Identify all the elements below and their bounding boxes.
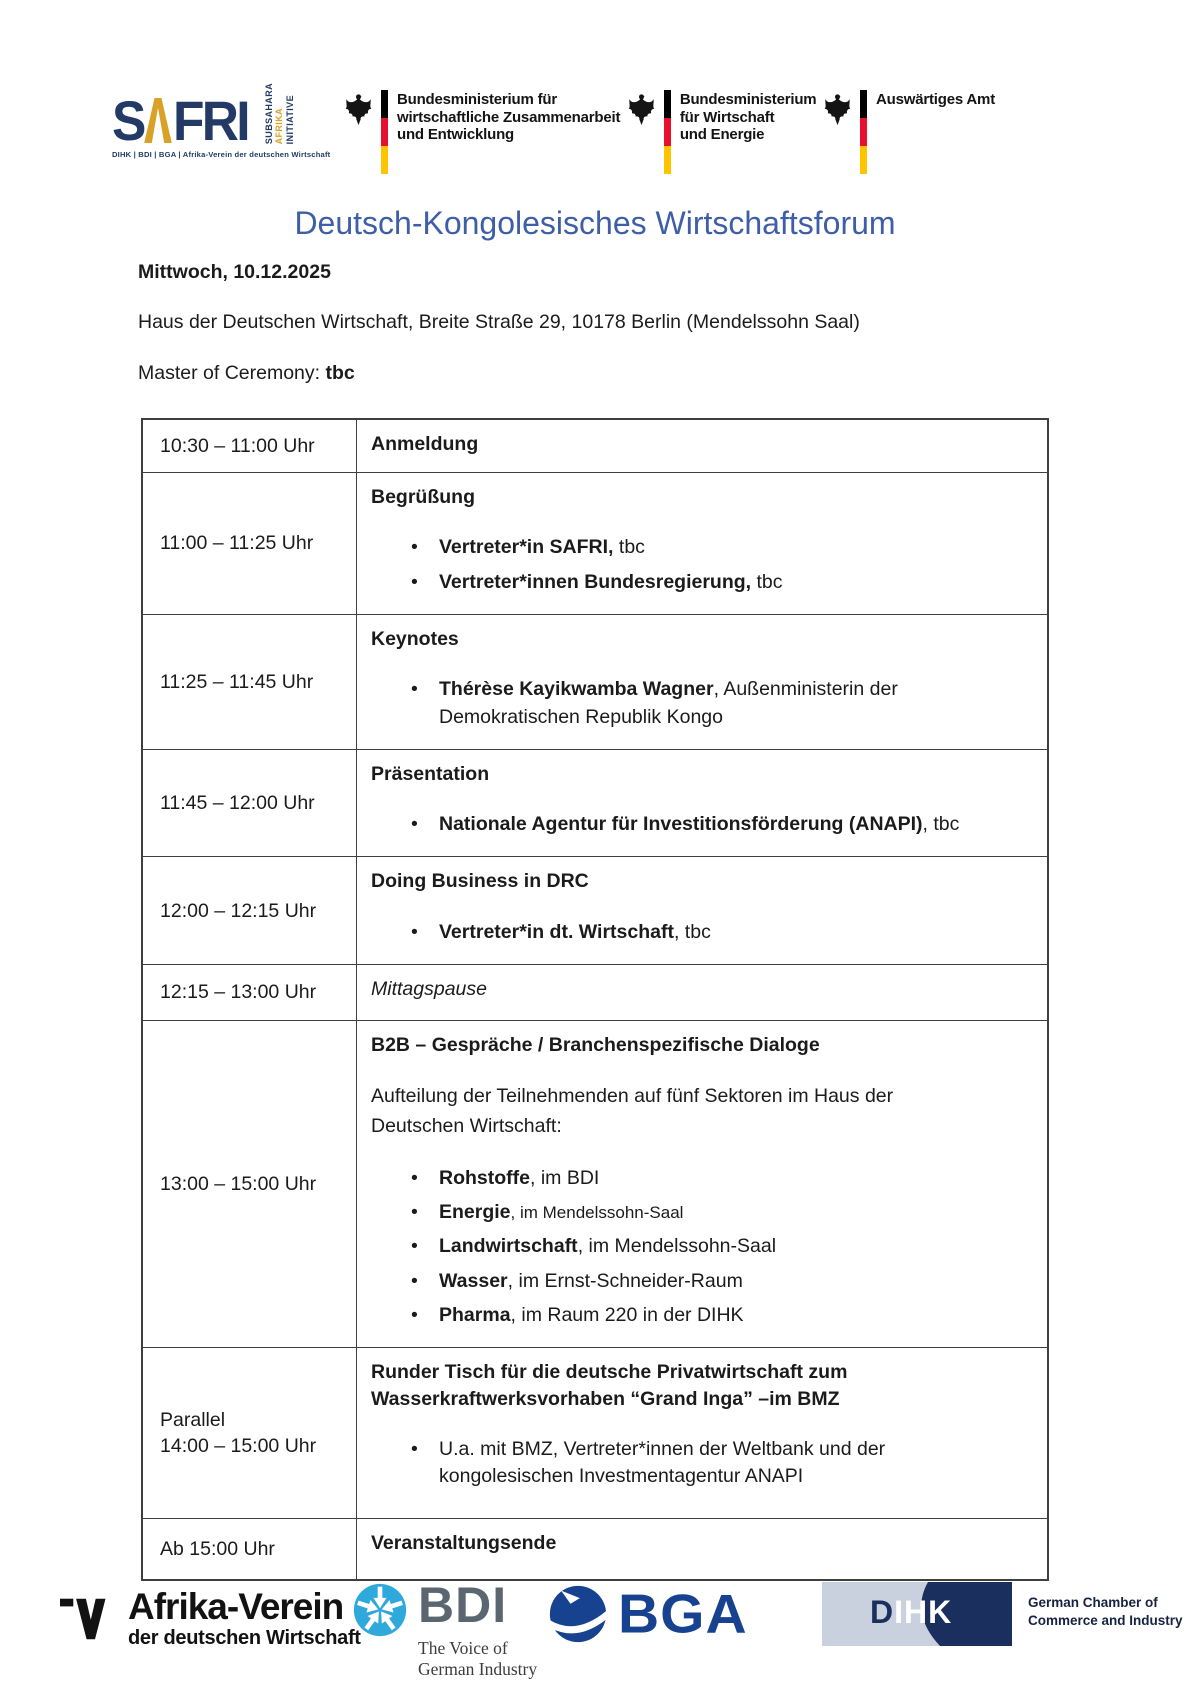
bdi-tagline — [418, 1638, 537, 1680]
ministry-logo-aa — [824, 90, 995, 174]
flag-stripe — [860, 90, 867, 174]
agenda-time-line: 10:30 – 11:00 Uhr — [160, 434, 315, 457]
bullet-dot-icon: • — [411, 920, 418, 943]
agenda-time-line: 11:25 – 11:45 Uhr — [160, 670, 314, 693]
safri-wordmark-text — [112, 89, 248, 153]
ministry-name — [876, 90, 995, 109]
page-title: Deutsch-Kongolesisches Wirtschaftsforum — [294, 205, 896, 241]
agenda-time-line: 14:00 – 15:00 Uhr — [160, 1435, 317, 1458]
blank-line — [371, 1058, 967, 1082]
bullet-rest-text: , im Raum 220 in der DIHK — [510, 1304, 744, 1327]
bullet-text — [439, 534, 645, 561]
agenda-bullet-item — [411, 1199, 967, 1226]
afrika-verein-subline: der deutschen Wirtschaft — [128, 1627, 361, 1649]
agenda-item-paragraph: Aufteilung der Teilnehmenden auf fünf Sektoren im Haus der Deutschen Wirtschaft: — [371, 1085, 894, 1137]
safri-wordmark — [112, 82, 312, 153]
federal-eagle-icon — [824, 91, 851, 126]
agenda-time-line: Ab 15:00 Uhr — [160, 1538, 275, 1561]
blank-line — [371, 787, 967, 811]
bullet-dot-icon: • — [411, 1235, 418, 1258]
bullet-strong-text: Wasser — [439, 1269, 508, 1292]
safri-vertical-word: AFRIKA — [274, 107, 285, 144]
agenda-time-line: 11:45 – 12:00 Uhr — [160, 791, 315, 814]
agenda-item-title: Veranstaltungsende — [371, 1532, 557, 1555]
agenda-item-title: Präsentation — [371, 762, 490, 785]
bullet-dot-icon: • — [411, 570, 418, 593]
bullet-text — [439, 811, 959, 838]
dihk-acronym-ihk: IHK — [894, 1594, 953, 1630]
agenda-bullet-item — [411, 676, 967, 731]
agenda-content-cell — [357, 1348, 1047, 1518]
ministry-name-line: Bundesministerium für — [397, 91, 557, 108]
bullet-strong-text: Landwirtschaft — [439, 1235, 578, 1258]
bdi-logo — [352, 1577, 538, 1680]
blank-line — [371, 895, 967, 919]
bdi-tagline-line: The Voice of — [418, 1637, 508, 1658]
dihk-box — [822, 1582, 1012, 1646]
blank-line — [371, 652, 967, 676]
agenda-row — [143, 750, 1047, 858]
bullet-dot-icon: • — [411, 1304, 418, 1327]
agenda-item-title: Anmeldung — [371, 433, 479, 455]
safri-logo — [112, 82, 331, 159]
agenda-time-cell — [143, 420, 357, 472]
dihk-tagline — [1028, 1582, 1183, 1629]
ministry-logo-bmz — [345, 90, 620, 174]
safri-letter-s: S — [112, 89, 144, 153]
ministry-logos — [345, 90, 995, 174]
agenda-bullet-item — [411, 1233, 967, 1260]
agenda-content-cell — [357, 615, 1047, 749]
dihk-acronym — [870, 1596, 952, 1628]
ministry-name-line: wirtschaftliche Zusammenarbeit — [397, 108, 621, 126]
ministry-name — [680, 90, 817, 144]
safri-subline: DIHK | BDI | BGA | Afrika-Verein der deutschen Wirtschaft — [112, 150, 331, 159]
ministry-logo-bmwi — [628, 90, 817, 174]
ministry-name-line: für Wirtschaft — [679, 108, 775, 126]
agenda-row — [143, 857, 1047, 965]
bdi-acronym: BDI — [418, 1577, 508, 1633]
ministry-name-line: und Energie — [679, 126, 765, 144]
ministry-name-line: Auswärtiges Amt — [876, 91, 995, 108]
agenda-bullet-item — [411, 919, 967, 946]
afrika-verein-logo — [60, 1588, 361, 1650]
agenda-row — [143, 615, 1047, 750]
agenda-row — [143, 1348, 1047, 1519]
agenda-time-cell — [143, 750, 357, 857]
agenda-time-cell — [143, 857, 357, 964]
moc-value: tbc — [325, 361, 355, 384]
agenda-time-cell — [143, 1348, 357, 1518]
blank-line — [371, 510, 967, 534]
bullet-rest-text: U.a. mit BMZ, Vertreter*innen der Weltbank und der kongolesischen Investmentagentur ANAPI — [439, 1437, 886, 1488]
safri-letters-fri: FRI — [173, 89, 248, 153]
bullet-dot-icon: • — [411, 813, 418, 836]
bullet-text — [439, 1165, 599, 1192]
blank-line — [371, 1141, 967, 1165]
agenda-item-title: B2B – Gespräche / Branchenspezifische Dialoge — [371, 1034, 820, 1057]
flag-stripe — [381, 90, 388, 174]
bullet-strong-text: Rohstoffe — [439, 1166, 530, 1189]
agenda-bullet-item — [411, 569, 967, 596]
bullet-rest-text: , Außenministerin der Demokratischen Republik Kongo — [439, 678, 898, 728]
agenda-time-cell — [143, 1021, 357, 1347]
bullet-text — [439, 919, 711, 946]
federal-eagle-icon — [628, 91, 655, 126]
bullet-strong-text: Thérèse Kayikwamba Wagner — [439, 678, 714, 701]
moc-label: Master of Ceremony: — [138, 361, 321, 384]
agenda-time-line: 11:00 – 11:25 Uhr — [160, 532, 314, 555]
agenda-content-cell — [357, 750, 1047, 857]
bullet-dot-icon: • — [411, 1166, 418, 1189]
dihk-tagline-line: German Chamber of — [1028, 1595, 1158, 1610]
footer-logos — [0, 1560, 1190, 1683]
agenda-item-title: Begrüßung — [371, 486, 475, 508]
blank-line — [371, 1412, 967, 1436]
agenda-item-title: Keynotes — [371, 627, 459, 650]
agenda-bullet-item — [411, 534, 967, 561]
agenda-time-cell — [143, 965, 357, 1020]
bullet-strong-text: Vertreter*in dt. Wirtschaft — [439, 920, 674, 943]
agenda-bullet-item — [411, 1436, 967, 1491]
afrika-verein-text — [128, 1588, 361, 1650]
federal-eagle-icon — [345, 91, 372, 126]
bullet-strong-text: Vertreter*in SAFRI, — [439, 536, 614, 559]
agenda-time-line: 12:15 – 13:00 Uhr — [160, 981, 317, 1004]
ministry-name — [397, 90, 620, 144]
event-venue: Haus der Deutschen Wirtschaft, Breite Straße 29, 10178 Berlin (Mendelssohn Saal) — [138, 311, 860, 334]
agenda-item-title: Doing Business in DRC — [371, 870, 589, 893]
agenda-time-cell — [143, 615, 357, 749]
agenda-item-title: Runder Tisch für die deutsche Privatwirtschaft zum Wasserkraftwerksvorhaben “Grand Inga” –im BMZ — [371, 1361, 848, 1410]
bullet-strong-text: Nationale Agentur für Investitionsförderung (ANAPI) — [439, 813, 923, 836]
agenda-bullet-item — [411, 1268, 967, 1295]
bullet-text — [439, 1302, 744, 1329]
agenda-content-cell — [357, 473, 1047, 614]
safri-vertical-word: SUBSAHARA — [263, 82, 274, 144]
agenda-row — [143, 965, 1047, 1021]
bdi-tagline-line: German Industry — [418, 1658, 538, 1679]
bullet-rest-text: tbc — [751, 570, 783, 593]
agenda-bullet-item — [411, 1165, 967, 1192]
safri-vertical-word: INITIATIVE — [285, 94, 296, 144]
bullet-dot-icon: • — [411, 1269, 418, 1292]
bullet-rest-text: , tbc — [922, 813, 960, 836]
agenda-row — [143, 473, 1047, 615]
bullet-dot-icon: • — [411, 1437, 418, 1460]
agenda-item-title: Mittagspause — [371, 978, 487, 1001]
bullet-text — [439, 1233, 776, 1260]
agenda-content-cell — [357, 857, 1047, 964]
bullet-rest-text: , tbc — [673, 920, 711, 943]
event-date: Mittwoch, 10.12.2025 — [138, 261, 331, 283]
bga-acronym: BGA — [618, 1582, 748, 1645]
agenda-content-cell — [357, 965, 1047, 1020]
dihk-acronym-d: D — [870, 1594, 895, 1630]
bullet-rest-text: tbc — [613, 536, 645, 559]
agenda-content-cell — [357, 1021, 1047, 1347]
agenda-time-line: 13:00 – 15:00 Uhr — [160, 1173, 317, 1196]
bullet-rest-text: , im Mendelssohn-Saal — [577, 1235, 777, 1258]
event-meta — [138, 260, 860, 411]
bga-logo — [548, 1584, 748, 1644]
ministry-name-line: und Entwicklung — [397, 126, 514, 144]
safri-vertical-words — [263, 82, 297, 144]
agenda-row — [143, 420, 1047, 473]
safri-gold-a-icon — [145, 97, 173, 144]
bullet-dot-icon: • — [411, 536, 418, 559]
bullet-rest-text: , im Mendelssohn-Saal — [510, 1203, 684, 1223]
dihk-tagline-line: Commerce and Industry — [1028, 1612, 1183, 1628]
agenda-row — [143, 1021, 1047, 1348]
afrika-verein-name: Afrika-Verein — [128, 1586, 344, 1627]
bullet-rest-text: , im Ernst-Schneider-Raum — [507, 1269, 743, 1292]
afrika-verein-mark-icon — [60, 1588, 116, 1650]
ministry-name-line: Bundesministerium — [679, 91, 817, 108]
agenda-bullet-item — [411, 1302, 967, 1329]
agenda-bullet-item — [411, 811, 967, 838]
agenda-time-cell — [143, 473, 357, 614]
flag-stripe — [664, 90, 671, 174]
bullet-text — [439, 1268, 743, 1295]
agenda-content-cell — [357, 420, 1047, 472]
agenda-time-line: 12:00 – 12:15 Uhr — [160, 899, 317, 922]
bullet-strong-text: Pharma — [439, 1304, 511, 1327]
dihk-logo — [822, 1582, 1183, 1646]
master-of-ceremony — [138, 361, 860, 386]
bullet-rest-text: , im BDI — [530, 1166, 600, 1189]
bullet-text — [439, 676, 967, 731]
bullet-text — [439, 1436, 967, 1491]
bga-globe-icon — [548, 1584, 608, 1644]
agenda-table — [141, 418, 1049, 1581]
bullet-text — [439, 569, 783, 596]
agenda-time-line: Parallel — [160, 1409, 226, 1432]
bullet-text — [439, 1199, 683, 1226]
bullet-strong-text: Energie — [439, 1201, 511, 1224]
bullet-strong-text: Vertreter*innen Bundesregierung, — [439, 570, 752, 593]
bdi-icon — [352, 1582, 408, 1638]
bullet-dot-icon: • — [411, 678, 418, 701]
bullet-dot-icon: • — [411, 1201, 418, 1224]
